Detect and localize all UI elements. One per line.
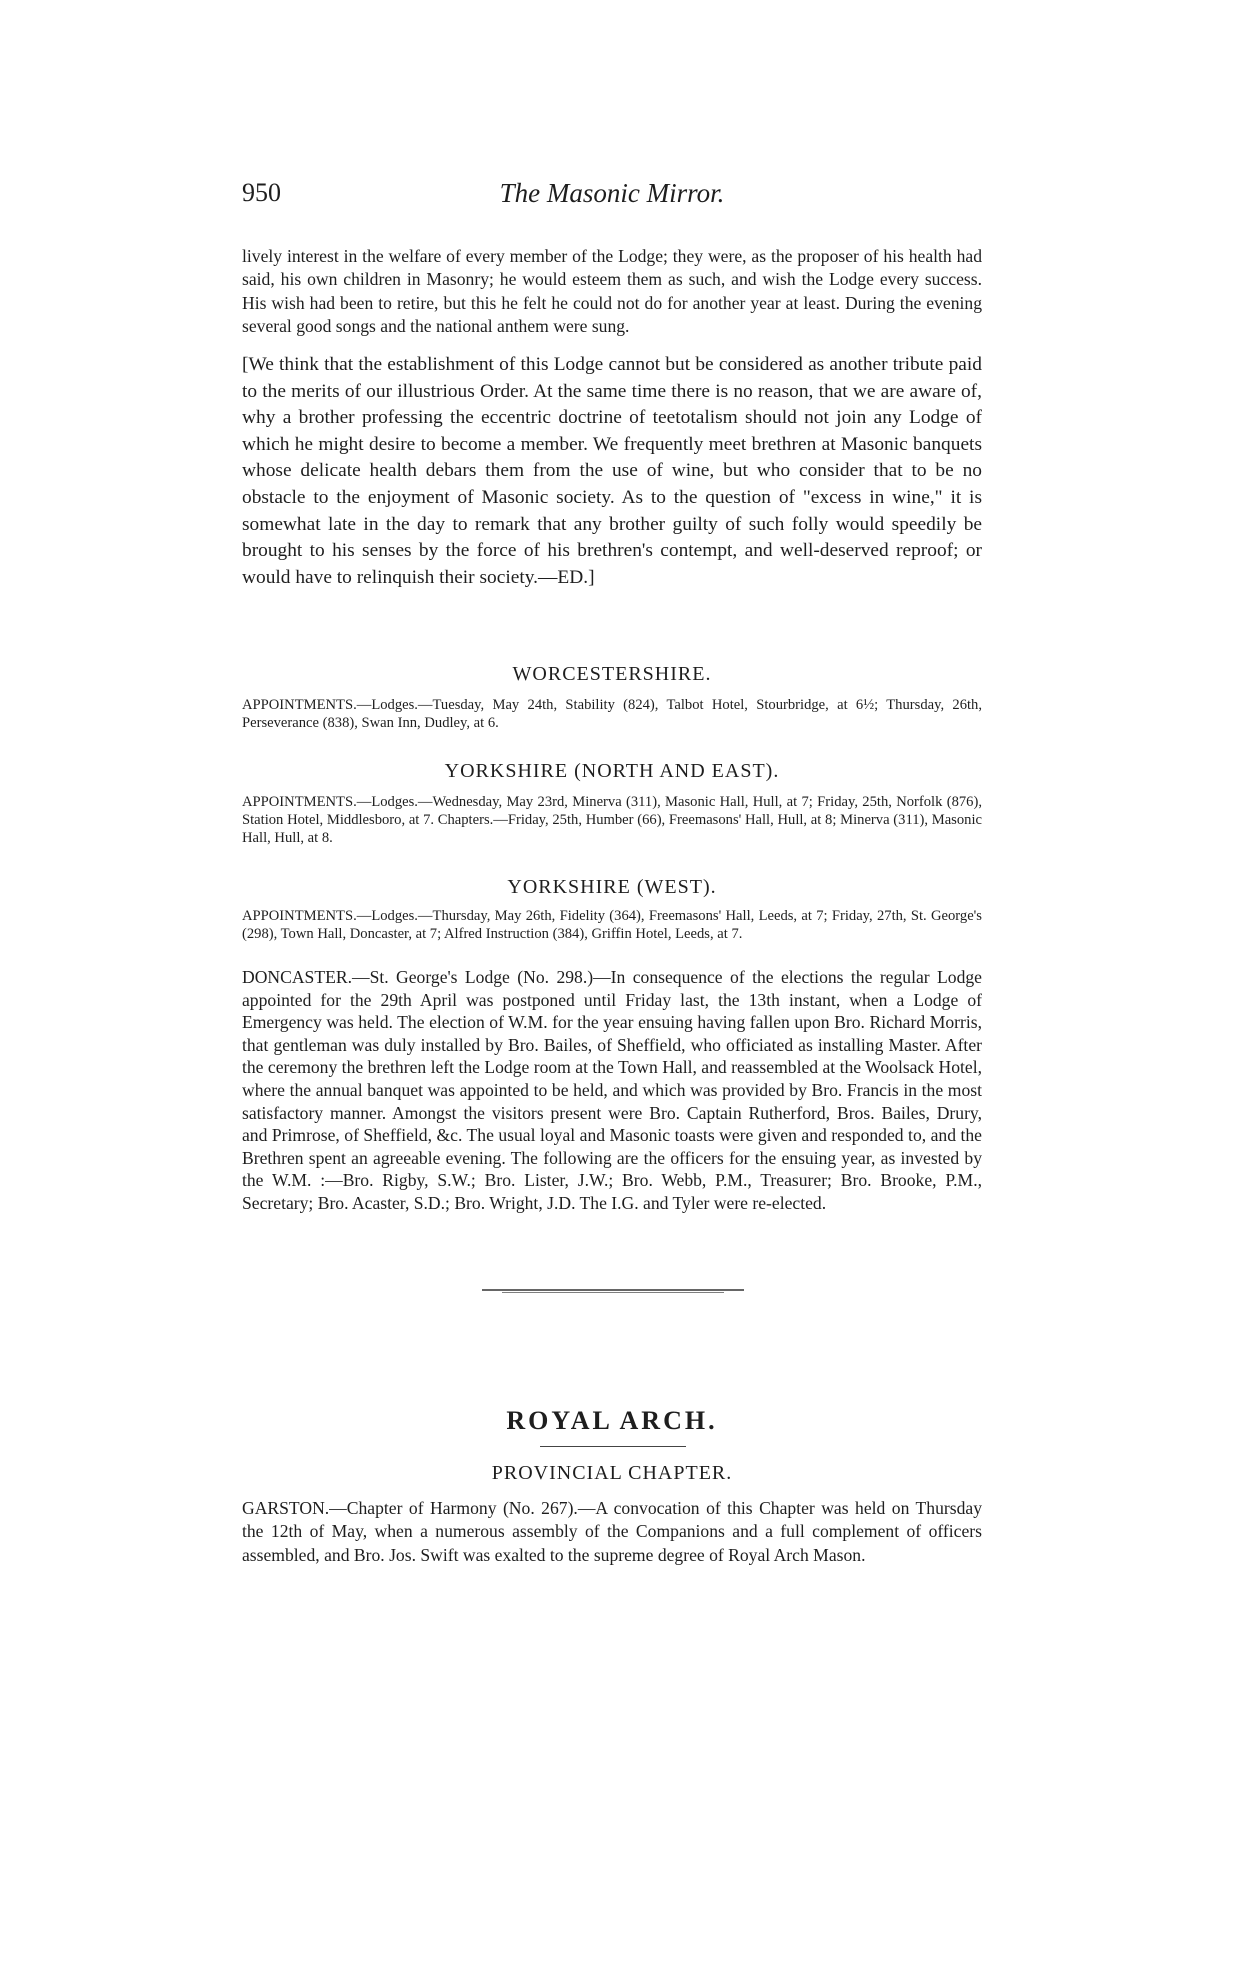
paragraph-continued: lively interest in the welfare of every member of the Lodge; they were, as the proposer of his health had said, his own children in Masonry; he would esteem them as such, and wish the Lodge every success. His wish had been to retire, but this he felt he could not do for another year at least. During the evening several good songs and the national anthem were sung. xyxy=(242,246,982,337)
page-number: 950 xyxy=(242,178,281,207)
appointments-yorkshire-north-east: APPOINTMENTS.—Lodges.—Wednesday, May 23rd, Minerva (311), Masonic Hall, Hull, at 7; Friday, 25th, Norfolk (876), Station Hotel, Middlesboro, at 7. Chapters.—Friday, 25th, Humber (66), Freemasons' Hall, Hull, at 8; Minerva (311), Masonic Hall, Hull, at 8. xyxy=(242,794,982,847)
doncaster-report: DONCASTER.—St. George's Lodge (No. 298.)—In consequence of the elections the regular Lodge appointed for the 29th April was postponed until Friday last, the 13th instant, when a Lodge of Emergency was held. The election of W.M. for the year ensuing having fallen upon Bro. Richard Morris, that gentleman was duly installed by Bro. Bailes, of Sheffield, who officiated as installing Master. After the ceremony the brethren left the Lodge room at the Town Hall, and reassembled at the Woolsack Hotel, where the annual banquet was appointed to be held, and which was provided by Bro. Francis in the most satisfactory manner. Amongst the visitors present were Bro. Captain Rutherford, Bros. Bailes, Drury, and Primrose, of Sheffield, &c. The usual loyal and Masonic toasts were given and responded to, and the Brethren spent an agreeable evening. The following are the officers for the ensuing year, as invested by the W.M. :—Bro. Rigby, S.W.; Bro. Lister, J.W.; Bro. Webb, P.M., Treasurer; Bro. Brooke, P.M., Secretary; Bro. Acaster, S.D.; Bro. Wright, J.D. The I.G. and Tyler were re-elected. xyxy=(242,967,982,1213)
garston-report: GARSTON.—Chapter of Harmony (No. 267).—A convocation of this Chapter was held on Thursday the 12th of May, when a numerous assembly of the Companions and a full complement of officers assembled, and Bro. Jos. Swift was exalted to the supreme degree of Royal Arch Mason. xyxy=(242,1498,982,1565)
appointments-yorkshire-west: APPOINTMENTS.—Lodges.—Thursday, May 26th, Fidelity (364), Freemasons' Hall, Leeds, at 7; Friday, 27th, St. George's (298), Town Hall, Doncaster, at 7; Alfred Instruction (384), Griffin Hotel, Leeds, at 7. xyxy=(242,908,982,943)
short-rule xyxy=(540,1446,686,1447)
appointments-worcestershire: APPOINTMENTS.—Lodges.—Tuesday, May 24th, Stability (824), Talbot Hotel, Stourbridge, at 6½; Thursday, 26th, Perseverance (838), Swan Inn, Dudley, at 6. xyxy=(242,697,982,732)
ornamental-rule xyxy=(482,1288,744,1294)
heading-yorkshire-west: YORKSHIRE (WEST). xyxy=(507,876,717,898)
page-header xyxy=(242,178,982,218)
running-title: The Masonic Mirror. xyxy=(499,178,725,208)
heading-worcestershire: WORCESTERSHIRE. xyxy=(512,663,712,685)
subheading-provincial-chapter: PROVINCIAL CHAPTER. xyxy=(491,1462,733,1484)
heading-yorkshire-north-east: YORKSHIRE (NORTH AND EAST). xyxy=(444,760,780,782)
heading-royal-arch: ROYAL ARCH. xyxy=(506,1406,718,1435)
editorial-note: [We think that the establishment of this Lodge cannot but be considered as another tribute paid to the merits of our illustrious Order. At the same time there is no reason, that we are aware of, why a brother professing the eccentric doctrine of teetotalism should not join any Lodge of which he might desire to become a member. We frequently meet brethren at Masonic banquets whose delicate health debars them from the use of wine, but who consider that to be no obstacle to the enjoyment of Masonic society. As to the question of "excess in wine," it is somewhat late in the day to remark that any brother guilty of such folly would speedily be brought to his senses by the force of his brethren's contempt, and well-deserved reproof; or would have to relinquish their society.—ED.] xyxy=(242,354,982,588)
